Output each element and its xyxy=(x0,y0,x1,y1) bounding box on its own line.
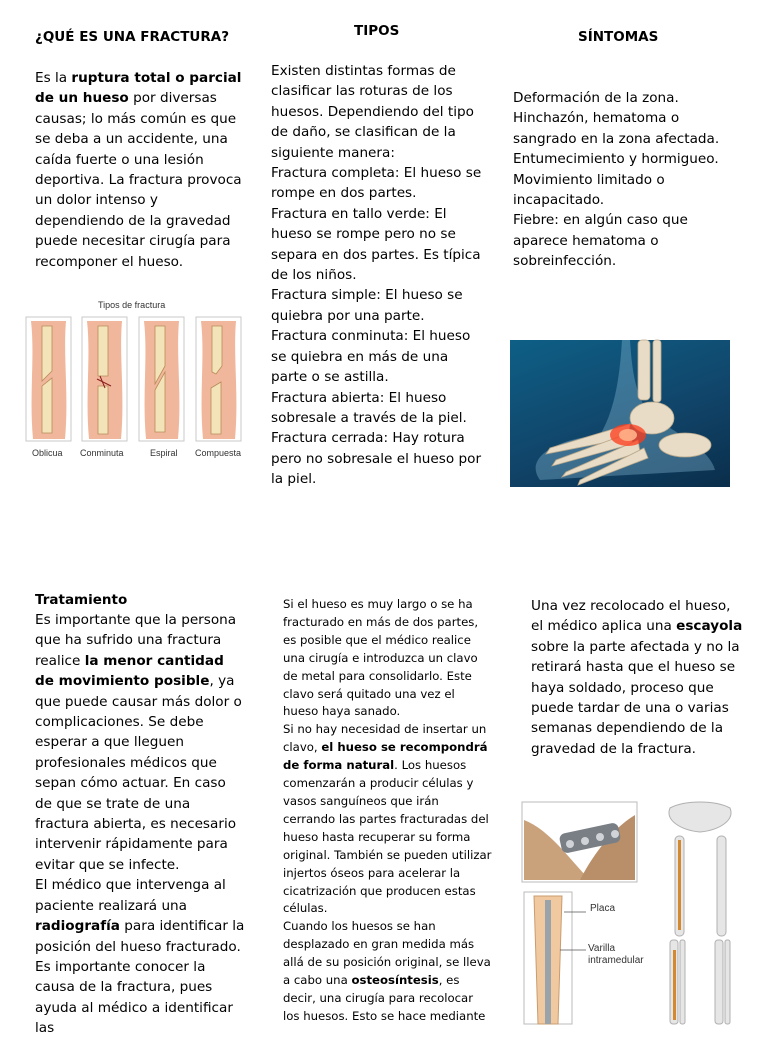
tratamiento-paragraph-1: Es importante que la persona que ha sufrido una fractura realice la menor cantidad de movimiento posible, ya que puede causar más dolor o complicaciones. Se debe esperar a que lleguen profesionales médicos que sepan cómo actuar. En caso de que se trate de una fractura abierta, es necesario intervenir rápidamente para evitar que se infecte. xyxy=(35,612,242,873)
foot-fracture-image xyxy=(510,340,730,487)
sintoma-entumecimiento: Entumecimiento y hormigueo. xyxy=(513,151,719,168)
section-tratamiento xyxy=(35,590,247,1037)
label-compuesta: Compuesta xyxy=(195,448,242,458)
tipos-intro: Existen distintas formas de clasificar las roturas de los huesos. Dependiendo del tipo de daño, se clasifican de la siguiente manera: xyxy=(271,63,474,161)
sintoma-deformacion: Deformación de la zona. xyxy=(513,90,679,106)
fracture-types-figure xyxy=(25,300,243,460)
heading-que-es: ¿QUÉ ES UNA FRACTURA? xyxy=(35,29,230,45)
section-escayola: Una vez recolocado el hueso, el médico aplica una escayola sobre la parte afectada y no la retirará hasta que el hueso se haya soldado, proceso que puede tardar de una o varias semanas dependiendo de la gravedad de la fractura. xyxy=(531,598,743,757)
figure-title: Tipos de fractura xyxy=(98,300,166,310)
foot-illustration xyxy=(510,340,730,487)
tipo-cerrada: Fractura cerrada: Hay rotura pero no sobresale el hueso por la piel. xyxy=(271,430,482,488)
tratamiento-paragraph-2: El médico que intervenga al paciente realizará una radiografía para identificar la posición del hueso fracturado. Es importante conocer la causa de la fractura, pues ayuda al médico a identificar las xyxy=(35,877,245,1037)
que-es-paragraph: Es la ruptura total o parcial de un hueso por diversas causas; lo más común es que se deba a un accidente, una caída fuerte o una lesión deportiva. La fractura provoca un dolor intenso y dependiendo de la gravedad puede necesitar cirugía para recomponer el hueso. xyxy=(35,70,242,270)
tipo-simple: Fractura simple: El hueso se quiebra por una parte. xyxy=(271,287,463,324)
cirugia-paragraph-1: Si el hueso es muy largo o se ha fracturado en más de dos partes, es posible que el médico realice una cirugía e introduzca un clavo de metal para consolidarlo. Este clavo será quitado una vez el hueso haya sanado. xyxy=(283,597,479,719)
heading-sintomas: SÍNTOMAS xyxy=(578,29,659,45)
label-conminuta: Conminuta xyxy=(80,448,124,458)
tipo-abierta: Fractura abierta: El hueso sobresale a través de la piel. xyxy=(271,389,467,426)
osteosynthesis-illustration xyxy=(520,800,750,1024)
fracture-legs-illustration xyxy=(25,316,243,451)
cirugia-paragraph-2: Si no hay necesidad de insertar un clavo, el hueso se recompondrá de forma natural. Los huesos comenzarán a producir células y vasos sanguíneos que irán cerrando las partes fracturadas del hueso hasta recuperar su forma original. También se pueden utilizar injertos óseos para acelerar la cicatrización que producen estas células. xyxy=(283,722,492,916)
tipo-conminuta: Fractura conminuta: El hueso se quiebra en más de una parte o se astilla. xyxy=(271,328,471,386)
tipo-tallo-verde: Fractura en tallo verde: El hueso se rompe pero no se separa en dos partes. Es típica de los niños. xyxy=(271,205,481,284)
label-placa: Placa xyxy=(590,903,616,914)
section-que-es xyxy=(35,28,250,272)
label-espiral: Espiral xyxy=(150,448,178,458)
tipos-list xyxy=(271,61,483,490)
heading-tipos: TIPOS xyxy=(354,23,400,39)
sintoma-hinchazon: Hinchazón, hematoma o sangrado en la zona afectada. xyxy=(513,110,720,147)
sintoma-fiebre: Fiebre: en algún caso que aparece hematoma o sobreinfección. xyxy=(513,212,688,270)
label-varilla: Varilla intramedular xyxy=(588,943,644,966)
sintomas-list xyxy=(513,88,728,272)
sintoma-movimiento: Movimiento limitado o incapacitado. xyxy=(513,171,665,209)
heading-tratamiento: Tratamiento xyxy=(35,592,128,608)
osteosynthesis-figure xyxy=(520,800,750,1024)
section-cirugia xyxy=(283,596,493,1024)
cirugia-paragraph-3: Cuando los huesos se han desplazado en gran medida más allá de su posición original, se lleva a cabo una osteosíntesis, es decir, una cirugía para recolocar los huesos. Esto se hace mediante xyxy=(283,919,491,1023)
tipo-completa: Fractura completa: El hueso se rompe en dos partes. xyxy=(271,165,482,202)
label-oblicua: Oblicua xyxy=(32,448,63,458)
